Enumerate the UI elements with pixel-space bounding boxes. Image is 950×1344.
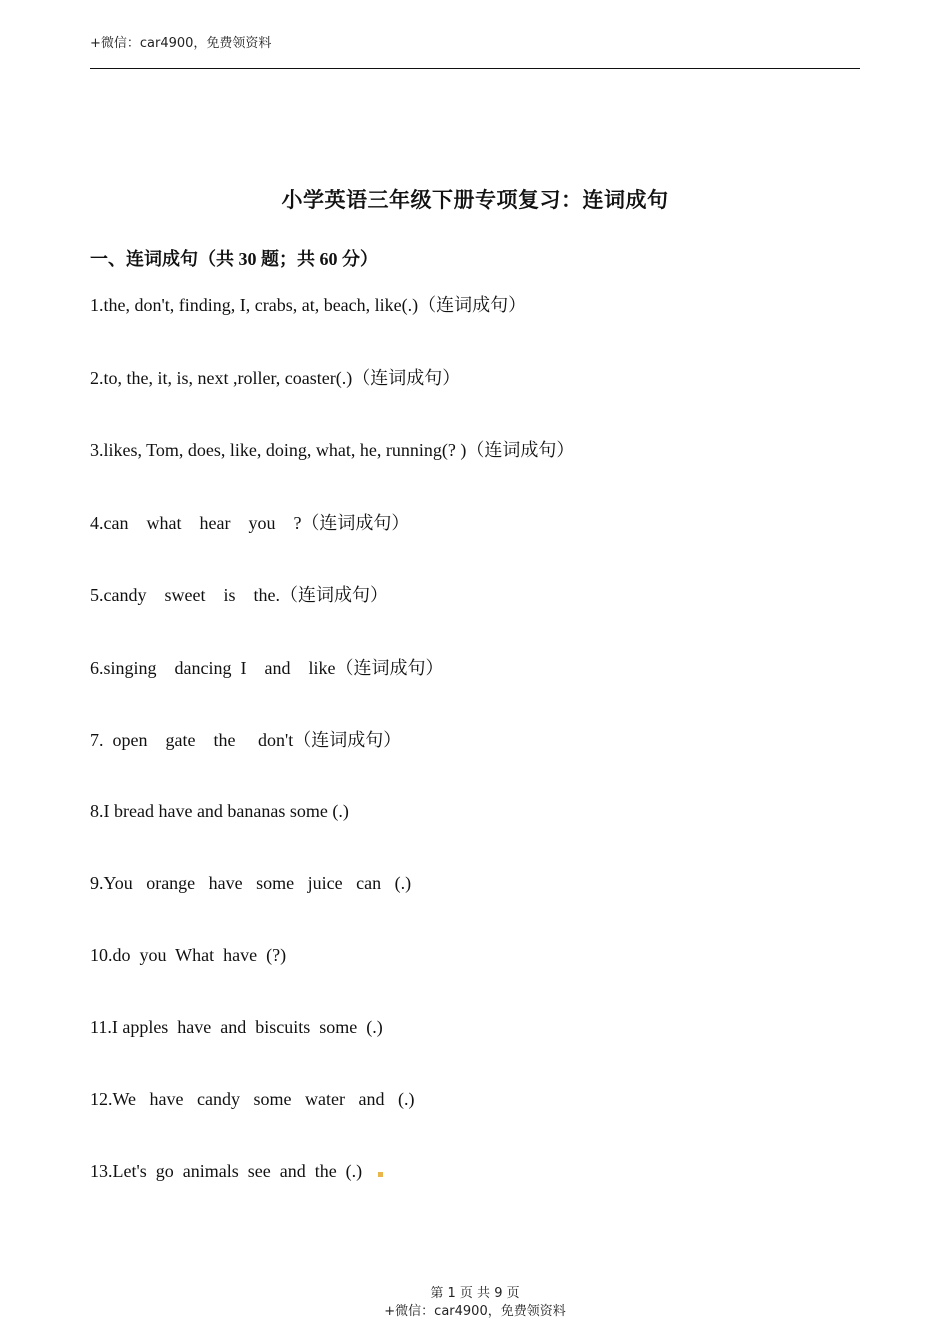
question-item: 9.You orange have some juice can (.) bbox=[90, 873, 412, 893]
question-item: 11.I apples have and biscuits some (.) bbox=[90, 1017, 383, 1037]
question-item: 5.candy sweet is the.（连词成句） bbox=[90, 585, 388, 605]
question-item: 3.likes, Tom, does, like, doing, what, he, running(? )（连词成句） bbox=[90, 440, 575, 460]
text-cursor-mark bbox=[378, 1172, 383, 1177]
question-item: 12.We have candy some water and (.) bbox=[90, 1089, 415, 1109]
page-footer: +微信：car4900，免费领资料 bbox=[384, 1304, 566, 1319]
question-item: 13.Let's go animals see and the (.) bbox=[90, 1161, 363, 1181]
question-item: 4.can what hear you ?（连词成句） bbox=[90, 513, 410, 533]
header-divider bbox=[90, 68, 860, 69]
section-heading: 一、连词成句（共 30 题；共 60 分） bbox=[90, 249, 378, 269]
question-item: 7. open gate the don't（连词成句） bbox=[90, 730, 402, 750]
document-title: 小学英语三年级下册专项复习：连词成句 bbox=[281, 188, 669, 212]
question-item: 1.the, don't, finding, I, crabs, at, beach, like(.)（连词成句） bbox=[90, 295, 527, 315]
question-item: 10.do you What have (?) bbox=[90, 945, 287, 965]
page-number: 第 1 页 共 9 页 bbox=[430, 1286, 520, 1301]
question-item: 8.I bread have and bananas some (.) bbox=[90, 801, 349, 821]
page-header: +微信：car4900，免费领资料 bbox=[90, 36, 272, 51]
question-item: 6.singing dancing I and like（连词成句） bbox=[90, 658, 444, 678]
question-item: 2.to, the, it, is, next ,roller, coaster(.)（连词成句） bbox=[90, 368, 461, 388]
